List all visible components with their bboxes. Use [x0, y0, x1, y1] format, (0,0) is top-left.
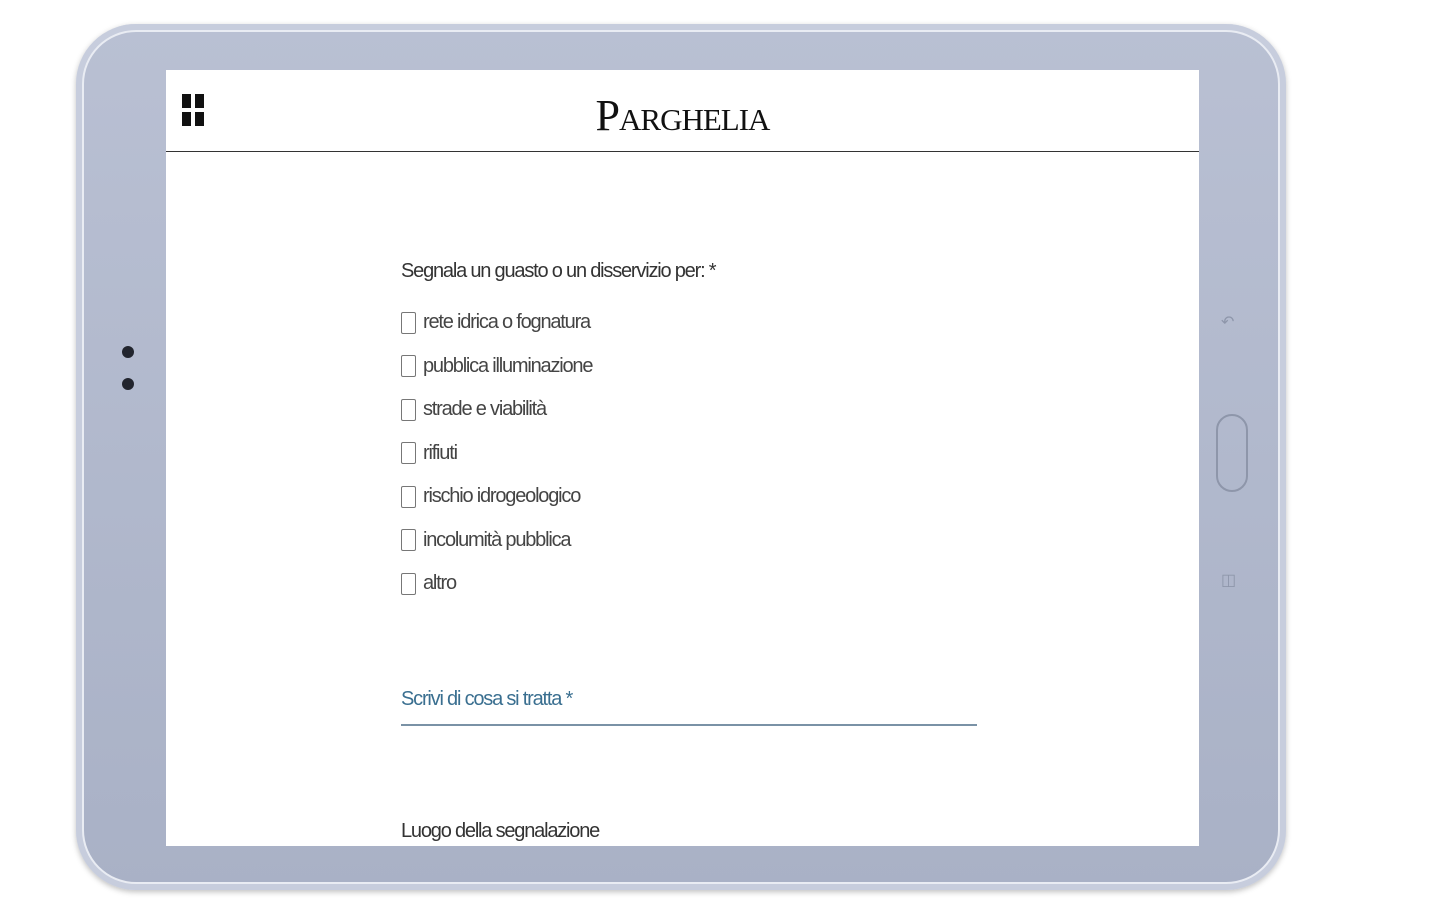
checkbox[interactable] [401, 486, 416, 508]
checkbox-option[interactable] [401, 388, 981, 432]
checkbox-label: incolumità pubblica [423, 528, 571, 551]
site-logo[interactable]: Parghelia [595, 91, 770, 140]
description-field-label: Scrivi di cosa si tratta * [401, 688, 573, 710]
tablet-screen [166, 70, 1199, 846]
checkbox-label: altro [423, 572, 456, 595]
checkbox[interactable] [401, 529, 416, 551]
checkbox-label: pubblica illuminazione [423, 354, 593, 377]
sensor-dot-icon [122, 378, 134, 390]
home-button[interactable] [1216, 414, 1248, 492]
tablet-device-frame [76, 24, 1286, 890]
checkbox[interactable] [401, 442, 416, 464]
checkbox-label: strade e viabilità [423, 398, 546, 421]
checkbox-option[interactable] [401, 301, 981, 345]
description-field[interactable] [401, 680, 977, 726]
report-form [401, 260, 981, 606]
checkbox-option[interactable] [401, 519, 981, 563]
checkbox[interactable] [401, 355, 416, 377]
checkbox-option[interactable] [401, 345, 981, 389]
checkbox-label: rischio idrogeologico [423, 485, 581, 508]
category-question-label: Segnala un guasto o un disservizio per: * [401, 260, 716, 282]
checkbox-option[interactable] [401, 432, 981, 476]
checkbox-option[interactable] [401, 562, 981, 606]
checkbox-option[interactable] [401, 475, 981, 519]
checkbox[interactable] [401, 312, 416, 334]
checkbox[interactable] [401, 399, 416, 421]
back-icon[interactable]: ↶ [1221, 314, 1235, 331]
site-header [166, 70, 1199, 152]
camera-dot-icon [122, 346, 134, 358]
checkbox-label: rifiuti [423, 441, 457, 464]
recent-apps-icon[interactable]: ◫ [1221, 572, 1237, 589]
location-label: Luogo della segnalazione [401, 820, 600, 842]
category-options-list [401, 301, 981, 606]
checkbox-label: rete idrica o fognatura [423, 311, 590, 334]
checkbox[interactable] [401, 573, 416, 595]
